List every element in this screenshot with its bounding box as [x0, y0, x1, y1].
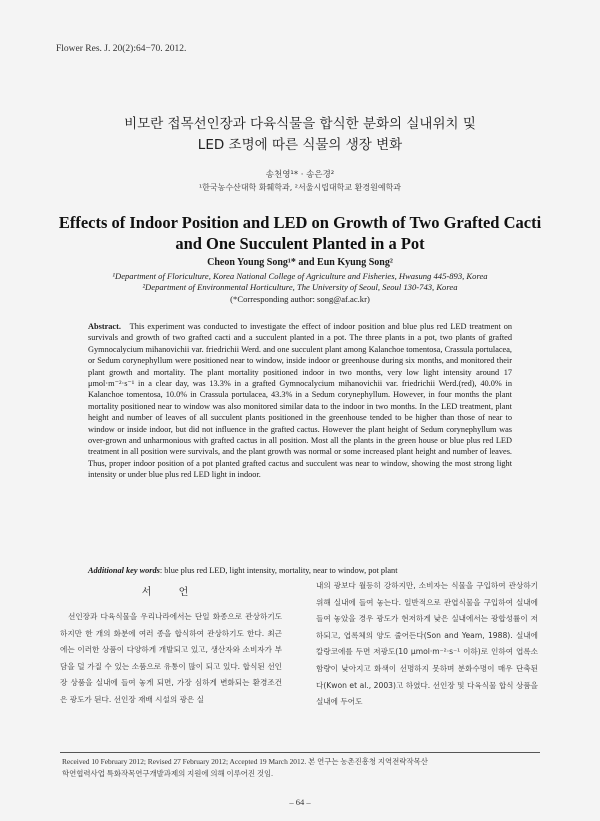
affiliation-2: ²Department of Environmental Horticulture, The University of Seoul, Seoul 130-743, Korea — [142, 282, 458, 292]
key-words-text: : blue plus red LED, light intensity, mortality, near to window, pot plant — [159, 566, 398, 575]
korean-title-line2: LED 조명에 따른 식물의 생장 변화 — [197, 137, 403, 153]
english-authors: Cheon Young Song¹* and Eun Kyung Song² — [207, 257, 393, 268]
corresponding-author: (*Corresponding author: song@af.ac.kr) — [230, 294, 370, 304]
korean-affiliations: ¹한국농수산대학 화훼학과, ²서울시립대학교 환경원예학과 — [198, 183, 402, 192]
left-column-text: 선인장과 다육식물을 우리나라에서는 단일 화종으로 관상하기도 하지만 한 개의 화분에 여러 종을 합식하여 관상하기도 한다. 최근에는 이러한 상품이 다양하게 개발되고 있고, 생산자와 소비자가 부담을 덜 가질 수 있는 소품으로 유통이 많이 되고 있다. 합식된 선인장 상품을 실내에 들여 놓게 되면, 가장 심하게 변화되는 환경조건은 광도가 된다. 선인장 재배 시설의 광은 실 — [60, 612, 282, 704]
introduction-left-column — [60, 609, 282, 709]
page-number: – 64 – — [289, 797, 311, 807]
footnote-line1: Received 10 February 2012; Revised 27 February 2012; Accepted 19 March 2012. 본 연구는 농촌진흥청 지역전략작목산 — [62, 757, 428, 766]
english-title-line1: Effects of Indoor Position and LED on Growth of Two Grafted Cacti — [58, 213, 542, 232]
footnote-line2: 학연협력사업 특화작목연구개발과제의 지원에 의해 이루어진 것임. — [62, 769, 273, 778]
abstract-text: This experiment was conducted to investigate the effect of indoor position and blue plus red LED treatment on survivals and growth of two grafted cacti and a succulent planted in a pot. The three plants in a pot, two plants of grafted Gymnocalycium mihanovichii var. friedrichii Werd. and one succulent plant among Kalanchoe tomentosa, Crassula portulacea, or Sedum corynephyllum were positioned near to window, inside indoor or greenhouse during six months, and monitored their plant growth and mortality. The plant mortality positioned indoor in two months, very low light intensity around 17 μmol·m⁻²·s⁻¹ in a clear day, was 13.3% in a grafted Gymnocalycium mihanovichii var. friedrichii Werd.(red), 40.0% in Kalanchoe tomentosa, 10.0% in Crassula portulacea, 43.3% in a Sedum corynephyllum. However, in four months the plant mortality positioned near to window was also monitored similar data to the indoor in two months. In the LED treatment, plant height and number of leaves of all succulent plants positioned in the greenhouse tended to be higher than those of near to window or inside indoor, but did not influence in the grafted cactus. However the plant height of Sedum corynephyllum was over-grown and unharmonious with grafted cactus in all position. Most all the plants in the green house or blue plus red LED treatment in all position were survivals, and the plant growth was normal or some increased plant height and number of leaves. Thus, proper indoor position of a pot planted grafted cactus and succulent was near to window, showing the most strong light intensity or under blue plus red LED light in indoor. — [88, 322, 512, 480]
english-title — [0, 212, 600, 254]
abstract — [88, 321, 512, 481]
key-words-label: Additional key words — [88, 566, 160, 575]
korean-title-line1: 비모란 접목선인장과 다육식물을 합식한 분화의 실내위치 및 — [124, 116, 476, 132]
introduction-right-column — [316, 578, 538, 711]
introduction-heading: 서 언 — [141, 587, 201, 598]
affiliation-1: ¹Department of Floriculture, Korea National College of Agriculture and Fisheries, Hwasung 445-893, Korea — [112, 271, 488, 281]
key-words — [88, 566, 512, 575]
right-column-text: 내의 광보다 월등히 강하지만, 소비자는 식물을 구입하여 관상하기 위해 실내에 들여 놓는다. 일반적으로 관엽식물을 구입하여 실내에 들여 놓았을 경우 광도가 현저하게 낮은 실내에서는 광합성률이 저하되고, 엽록체의 양도 줄어든다(Son and Yeam, 1988). 실내에 칼랑코에를 두면 저광도(10 μmol·m⁻²·s⁻¹ 이하)로 인하여 엽록소 함량이 낮아지고 화색이 선명하지 못하며 분화수명이 매우 단축된다(Kwon et al., 2003)고 하였다. 선인장 및 다육식물 합식 상품을 실내에 두어도 — [316, 581, 538, 707]
english-affiliations — [0, 271, 600, 293]
abstract-label: Abstract. — [88, 322, 121, 331]
korean-title — [0, 114, 600, 156]
korean-authors: 송천영¹* · 송은경² — [265, 170, 335, 180]
english-title-line2: and One Succulent Planted in a Pot — [175, 234, 425, 253]
footnote-divider — [60, 752, 540, 753]
journal-reference: Flower Res. J. 20(2):64−70. 2012. — [56, 44, 187, 54]
